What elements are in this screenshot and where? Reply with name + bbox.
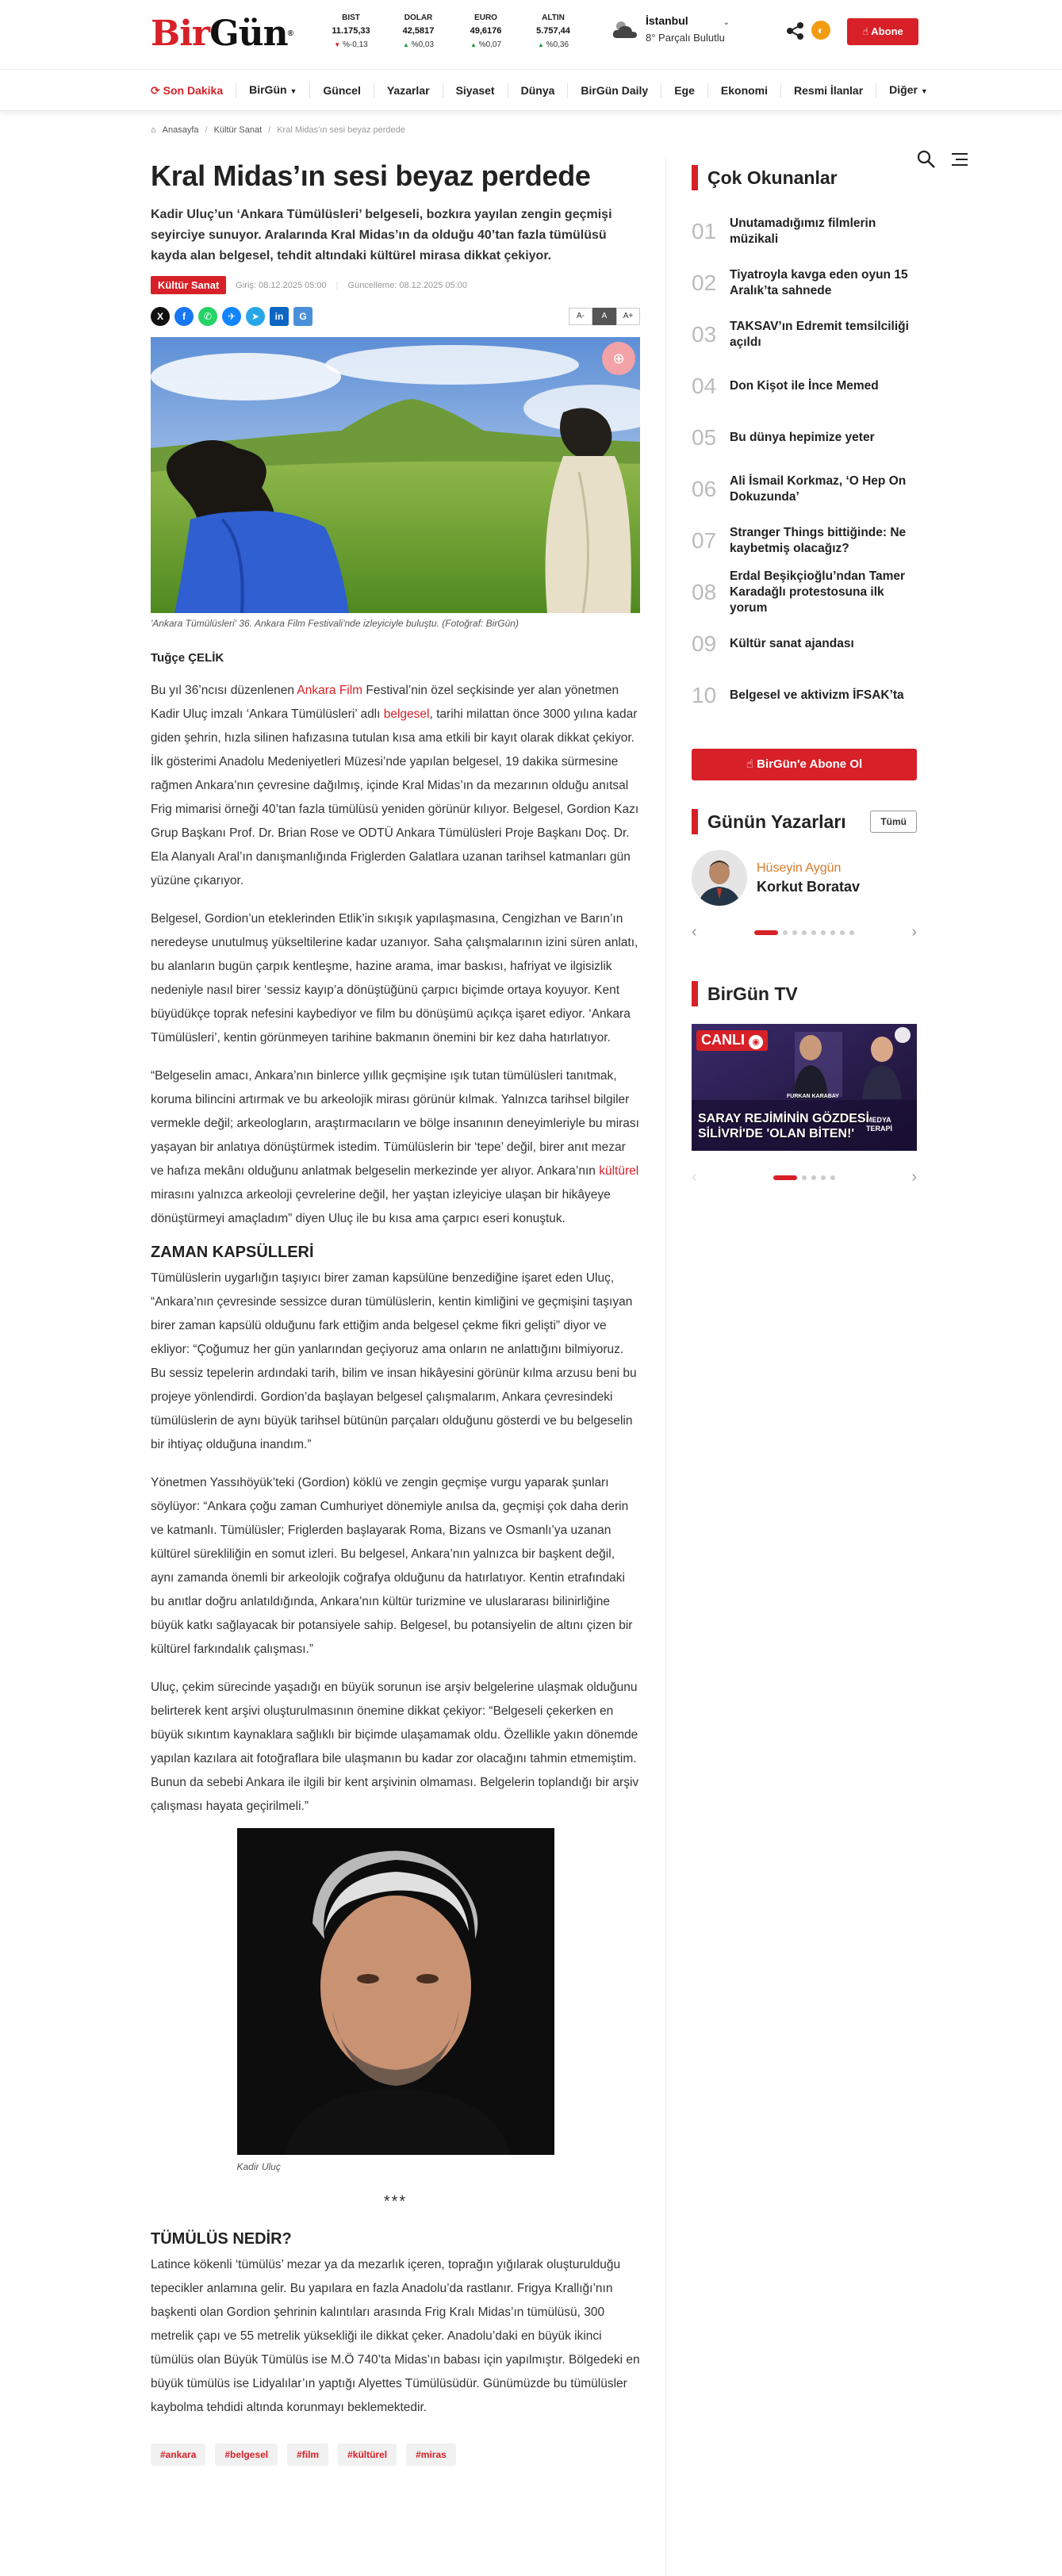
- most-read-heading: Çok Okunanlar: [692, 165, 917, 190]
- nav-yazarlar[interactable]: Yazarlar: [374, 83, 443, 98]
- nav-dunya[interactable]: Dünya: [508, 83, 569, 98]
- down-arrow-icon: ▼: [334, 41, 341, 48]
- birgun-tv-heading: BirGün TV: [692, 981, 917, 1006]
- tag-miras[interactable]: #miras: [406, 2444, 456, 2466]
- portrait-photo[interactable]: [237, 1828, 554, 2155]
- writers-carousel-controls: [692, 923, 917, 941]
- writers-heading: Günün Yazarları: [692, 809, 846, 834]
- paragraph-4: Tümülüslerin uygarlığın taşıyıcı birer zaman kapsülüne benzediğine işaret eden Uluç, “Ankara’nın çevresinde sessizce duran tümülüslerin, kentin kimliğini ve geçmişini taşıyan birer zaman kapsülü olduğunu fark ettiğim anda belgesel çekme fikri gelişti” diyor ve ekliyor: “Çoğumuz her gün yanlarından geçiyoruz ama onların ne anlattığını bilmiyoruz. Bu sessiz tepelerin ardındaki tarih, bilim ve insan hikâyesini görünür kılma arzusu beni bu projeye yönlendirdi. Gordion’da başlayan belgesel çalışmalarım, Ankara çevresindeki tümülüslerin de aynı büyük tarihsel bütünün parçaları olduğunu gösterdi ve bu belgeselin bir ihtiyaç olduğuna inandım.”: [151, 1271, 637, 1451]
- chevron-down-icon[interactable]: ⌄: [723, 18, 730, 27]
- font-increase-button[interactable]: A+: [616, 308, 640, 325]
- chevron-left-icon[interactable]: ‹: [692, 1168, 697, 1186]
- cloudy-weather-icon: [611, 17, 639, 41]
- sidebar: [692, 165, 917, 1186]
- portrait-caption: Kadir Uluç: [236, 2161, 281, 2172]
- most-read-item[interactable]: 05 Bu dünya hepimize yeter: [692, 412, 917, 464]
- breadcrumb-section[interactable]: Kültür Sanat: [213, 125, 263, 135]
- main-nav: [0, 70, 1062, 111]
- chevron-right-icon[interactable]: ›: [911, 923, 917, 941]
- link-belgesel[interactable]: belgesel: [383, 707, 430, 721]
- caret-down-icon: ▼: [289, 87, 297, 95]
- most-read-item[interactable]: 01 Unutamadığımız filmlerin müzikali: [692, 206, 917, 258]
- nav-son-dakika[interactable]: ⟳ Son Dakika: [151, 83, 236, 98]
- coin-icon[interactable]: ◐: [811, 21, 830, 40]
- writer-name[interactable]: Hüseyin Aygün: [757, 861, 842, 875]
- up-arrow-icon: ▲: [537, 41, 544, 48]
- most-read-item[interactable]: 07 Stranger Things bittiğinde: Ne kaybetmiş olacağız?: [692, 516, 917, 567]
- writer-card[interactable]: [692, 850, 917, 906]
- paragraph-1: Bu yıl 36’ncısı düzenlenen Ankara Film Festival’nin özel seçkisinde yer alan yönetmen Kadir Uluç imzalı ‘Ankara Tümülüsleri’ adlı belgesel, tarihi milattan önce 3000 yılına kadar giden şehrin, hızla silinen hafızasına tutulan kısa ama etkili bir kayıt olarak dikkat çekiyor. İlk gösterimi Anadolu Medeniyetleri Müzesi’nde yapılan belgesel, 19 dakika sürmesine rağmen Ankara’nın çevresine dağılmış, içinde Kral Midas’ın da mezarının olduğu anıtsal Frig mimarisi örneği 40’tan fazla tümülüsü yeniden görünür kılıyor. Belgesel, Gordion Kazı Grup Başkanı Prof. Dr. Brian Rose ve ODTÜ Ankara Tümülüsleri Proje Başkanı Doç. Dr. Ela Alanyalı Aral’ın danışmanlığında Friglerden Galatlara uzanan tarihsel katmanları gün yüzüne çıkarıyor.: [151, 684, 639, 887]
- most-read-item[interactable]: 03 TAKSAV’ın Edremit temsilciliği açıldı: [692, 309, 917, 361]
- x-twitter-icon[interactable]: X: [151, 307, 170, 326]
- font-decrease-button[interactable]: A-: [569, 308, 592, 325]
- breadcrumb: ⌂ Anasayfa / Kültür Sanat / Kral Midas'ın sesi beyaz perdede: [151, 125, 405, 135]
- market-euro: EURO 49,6176 ▲ %0,07: [470, 13, 502, 49]
- nav-birgun[interactable]: BirGün ▼: [236, 82, 310, 98]
- paragraph-6: Uluç, çekim sürecinde yaşadığı en büyük sorunun ise arşiv belgelerine ulaşmak olduğunu belirterek kent arşivi oluşturulmasının önemine dikkat çekiyor: “Belgeseli çekerken en büyük sıkıntım kaynaklara sağlıklı bir biçimde ulaşamamak oldu. Özellikle yakın dönemde yapılan kazılara ait fotoğraflara bile ulaşmanın bu kadar zor olacağını tahmin etmemiştim. Bunun da sebebi Ankara ile ilgili bir kent arşivinin olmaması. Belgelerin toplandığı bir arşiv çalışması hayata geçirilmeli.”: [151, 1681, 639, 1813]
- most-read-list: [692, 206, 917, 722]
- most-read-item[interactable]: 09 Kültür sanat ajandası: [692, 619, 917, 670]
- nav-resmi-ilanlar[interactable]: Resmi İlanlar: [781, 83, 876, 98]
- article-title: Kral Midas’ın sesi beyaz perdede: [151, 159, 591, 192]
- landscape-photo: [151, 337, 640, 613]
- section-separator: ***: [383, 2193, 408, 2210]
- nav-ekonomi[interactable]: Ekonomi: [708, 83, 781, 98]
- subheading-zaman-kapsulleri: ZAMAN KAPSÜLLERİ: [151, 1244, 314, 1261]
- author-name: Tuğçe ÇELİK: [151, 651, 224, 665]
- up-arrow-icon: ▲: [470, 41, 477, 48]
- weather-widget[interactable]: İstanbul ⌄ 8° Parçalı Bulutlu: [611, 14, 730, 44]
- share-icon[interactable]: [785, 21, 806, 41]
- caret-down-icon: ▼: [920, 87, 928, 95]
- top-header: [0, 0, 1062, 70]
- article-meta: Kültür Sanat Giriş: 08.12.2025 05:00 | Güncelleme: 08.12.2025 05:00: [151, 276, 640, 294]
- chevron-right-icon[interactable]: ›: [911, 1168, 917, 1186]
- tag-film[interactable]: #film: [287, 2444, 328, 2466]
- subheading-tumulus-nedir: TÜMÜLÜS NEDİR?: [151, 2230, 292, 2248]
- portrait-image: [237, 1828, 554, 2155]
- market-dolar: DOLAR 42,5817 ▲ %0,03: [402, 13, 435, 49]
- breadcrumb-home[interactable]: Anasayfa: [162, 125, 199, 135]
- bluesky-icon[interactable]: ✈: [222, 307, 241, 326]
- market-altin: ALTIN 5.757,44 ▲ %0,36: [536, 13, 570, 49]
- birgun-logo[interactable]: BirGün®: [151, 13, 293, 54]
- writer-article-title[interactable]: Korkut Boratav: [757, 878, 861, 895]
- nav-siyaset[interactable]: Siyaset: [443, 83, 508, 98]
- updated-date: Güncelleme: 08.12.2025 05:00: [347, 280, 467, 290]
- sidebar-subscribe-button[interactable]: ☝ BirGün'e Abone Ol: [692, 749, 917, 780]
- tag-ankara[interactable]: #ankara: [151, 2444, 205, 2466]
- home-icon: ⌂: [151, 125, 156, 135]
- chevron-left-icon[interactable]: ‹: [692, 923, 697, 941]
- published-date: Giriş: 08.12.2025 05:00: [236, 280, 327, 290]
- nav-birgun-daily[interactable]: BirGün Daily: [568, 83, 661, 98]
- refresh-icon: ⟳: [151, 84, 160, 97]
- article: [151, 159, 640, 2466]
- market-bist: BIST 11.175,33 ▼ %-0,13: [332, 13, 370, 49]
- link-ankara-film[interactable]: Ankara Film: [297, 684, 363, 697]
- paragraph-3: “Belgeselin amacı, Ankara’nın binlerce yıllık geçmişine ışık tutan tümülüsleri tanıtmak, koruma bilincini artırmak ve bu arkeolojik mirası görünür kılmak. Yalnızca tarihsel bilgiler vermekle değil; arkeologların, araştırmacıların ve bölge insanının deneyimleriyle bu mirası yaşayan bir anlatıya dönüştürmek istedim. Tümülüslerin bir ‘tepe’ değil, birer anıt mezar ve hafıza mekânı olduğunu anlatmak belgeselin merkezinde yer alıyor. Ankara’nın kültürel mirasını yalnızca arkeoloji çevrelerine değil, her yaştan izleyiciye ulaşan bir hikâyeye dönüştürmeyi amaçladım” diyen Uluç ile bu kısa ama çarpıcı eseri konuştuk.: [151, 1069, 639, 1225]
- tv-carousel-controls: [692, 1168, 917, 1186]
- market-ticker: [317, 11, 587, 52]
- share-buttons: [151, 307, 312, 326]
- tv-guest-name: FURKAN KARABAY: [787, 1094, 839, 1099]
- google-news-icon[interactable]: G: [293, 307, 312, 326]
- tag-kulturel[interactable]: #kültürel: [338, 2444, 397, 2466]
- tv-show-name: MEDYA TERAPİ: [866, 1116, 893, 1133]
- hero-image[interactable]: [151, 337, 640, 613]
- most-read-item[interactable]: 06 Ali İsmail Korkmaz, ‘O Hep On Dokuzunda’: [692, 464, 917, 516]
- tv-headline: SARAY REJİMİNİN GÖZDESİ SİLİVRİ'DE 'OLAN BİTEN!': [698, 1112, 870, 1140]
- all-writers-button[interactable]: Tümü: [870, 811, 917, 833]
- telegram-icon[interactable]: ➤: [246, 307, 265, 326]
- tag-belgesel[interactable]: #belgesel: [215, 2444, 278, 2466]
- search-icon[interactable]: [916, 149, 937, 170]
- hand-pointer-icon: ☝: [862, 25, 869, 37]
- whatsapp-icon[interactable]: ✆: [198, 307, 217, 326]
- hero-caption: 'Ankara Tümülüsleri' 36. Ankara Film Festivali'nde izleyiciyle buluştu. (Fotoğraf: BirGün): [151, 618, 519, 629]
- most-read-item[interactable]: 10 Belgesel ve aktivizm İFSAK’ta: [692, 670, 917, 722]
- font-size-controls: [569, 308, 640, 325]
- column-divider: [665, 159, 666, 2576]
- facebook-icon[interactable]: f: [174, 307, 194, 326]
- tag-list: [151, 2444, 640, 2466]
- paragraph-2: Belgesel, Gordion’un eteklerinden Etlik’in sıkışık yapılaşmasına, Cengizhan ve Barın’ın neredeyse unutulmuş yükseltilerine kadar uzanıyor. Saha çalışmalarının izini süren anlatı, bu alanların bugün çarpık kentleşme, hazine arama, imar baskısı, hafriyat ve ilgisizlik nedeniyle nasıl birer ‘sessiz kayıp’a dönüştüğünü çarpıcı biçimde ortaya koyuyor. Kent büyüdükçe toprak nefesini kaybediyor ve film bu dönüşümü açıkça işaret ediyor. ‘Ankara Tümülüsleri’, kentin görünmeyen tarihine bakmanın önemini bir kez daha hatırlatıyor.: [151, 912, 638, 1045]
- most-read-item[interactable]: 08 Erdal Beşikçioğlu’ndan Tamer Karadağlı protestosuna ilk yorum: [692, 567, 917, 619]
- nav-guncel[interactable]: Güncel: [310, 83, 374, 98]
- up-arrow-icon: ▲: [402, 41, 409, 48]
- most-read-item[interactable]: 04 Don Kişot ile İnce Memed: [692, 361, 917, 412]
- linkedin-icon[interactable]: in: [270, 307, 289, 326]
- category-badge[interactable]: Kültür Sanat: [151, 276, 226, 294]
- font-default-button[interactable]: A: [592, 308, 616, 325]
- breadcrumb-current: Kral Midas'ın sesi beyaz perdede: [277, 125, 405, 135]
- paragraph-5: Yönetmen Yassıhöyük’teki (Gordion) köklü ve zengin geçmişe vurgu yaparak şunları söylüyor: “Ankara çoğu zaman Cumhuriyet dönemiyle anılsa da, geçmişi çok daha derin ve katmanlı. Tümülüsler; Friglerden başlayarak Roma, Bizans ve Osmanlı’ya uzanan kültürel sürekliliğin en somut izleri. Bu belgesel, Ankara’nın yalnızca bir başkent değil, aynı zamanda önemli bir arkeolojik coğrafya olduğunu da hatırlatıyor. Kentin etrafındaki bu anıtlar doğru anlatıldığında, Ankara’nın kültür turizmine ve uluslararası bilinirliğine büyük katkı sağlayacak bir potansiyele sahip. Belgesel, bu potansiyelin de altını çizen bir kültürel farkındalık çalışması.”: [151, 1476, 633, 1656]
- birgun-tv-video[interactable]: [692, 1024, 917, 1151]
- subscribe-button[interactable]: ☝ Abone: [847, 18, 918, 45]
- nav-ege[interactable]: Ege: [661, 83, 708, 98]
- zoom-icon[interactable]: ⊕: [602, 342, 635, 375]
- live-broadcast-icon: ◉: [749, 1035, 763, 1049]
- most-read-item[interactable]: 02 Tiyatroyla kavga eden oyun 15 Aralık’ta sahnede: [692, 258, 917, 309]
- avatar: [692, 850, 747, 906]
- link-kulturel[interactable]: kültürel: [599, 1164, 639, 1178]
- article-spot: Kadir Uluç’un ‘Ankara Tümülüsleri’ belgeseli, bozkıra yayılan zengin geçmişi seyirciye sunuyor. Aralarında Kral Midas’ın da olduğu 40’tan fazla tümülüsü kayda alan belgesel, tehdit altındaki kültürel mirasa dikkat çekiyor.: [151, 208, 612, 263]
- paragraph-7: Latince kökenli ‘tümülüs’ mezar ya da mezarlık içeren, toprağın yığılarak oluşturulduğu tepecikler anlamına gelir. Bu yapılara en fazla Anadolu’da rastlanır. Frigya Krallığı’nın başkenti olan Gordion şehrinin kalıntıları arasında Frig Kralı Midas’ın tümülüsü, 300 metrelik çapı ve 55 metrelik yüksekliği ile dikkat çeker. Anadolu’daki en büyük ikinci tümülüs olan Büyük Tümülüs ise M.Ö 740’ta Midas’ın babası için yapılmıştır. Bölgedeki en büyük tümülüs ise Lidyalılar’ın yaptığı Alyettes Tümülüsüdür. Günümüzde bu tümülüsler kaybolma tehdidi altında korunmayı beklemektedir.: [151, 2258, 640, 2414]
- live-badge: CANLI ◉: [696, 1030, 768, 1051]
- hand-pointer-icon: ☝: [746, 757, 753, 771]
- hamburger-menu-icon[interactable]: [949, 149, 970, 170]
- nav-diger[interactable]: Diğer ▼: [889, 83, 928, 96]
